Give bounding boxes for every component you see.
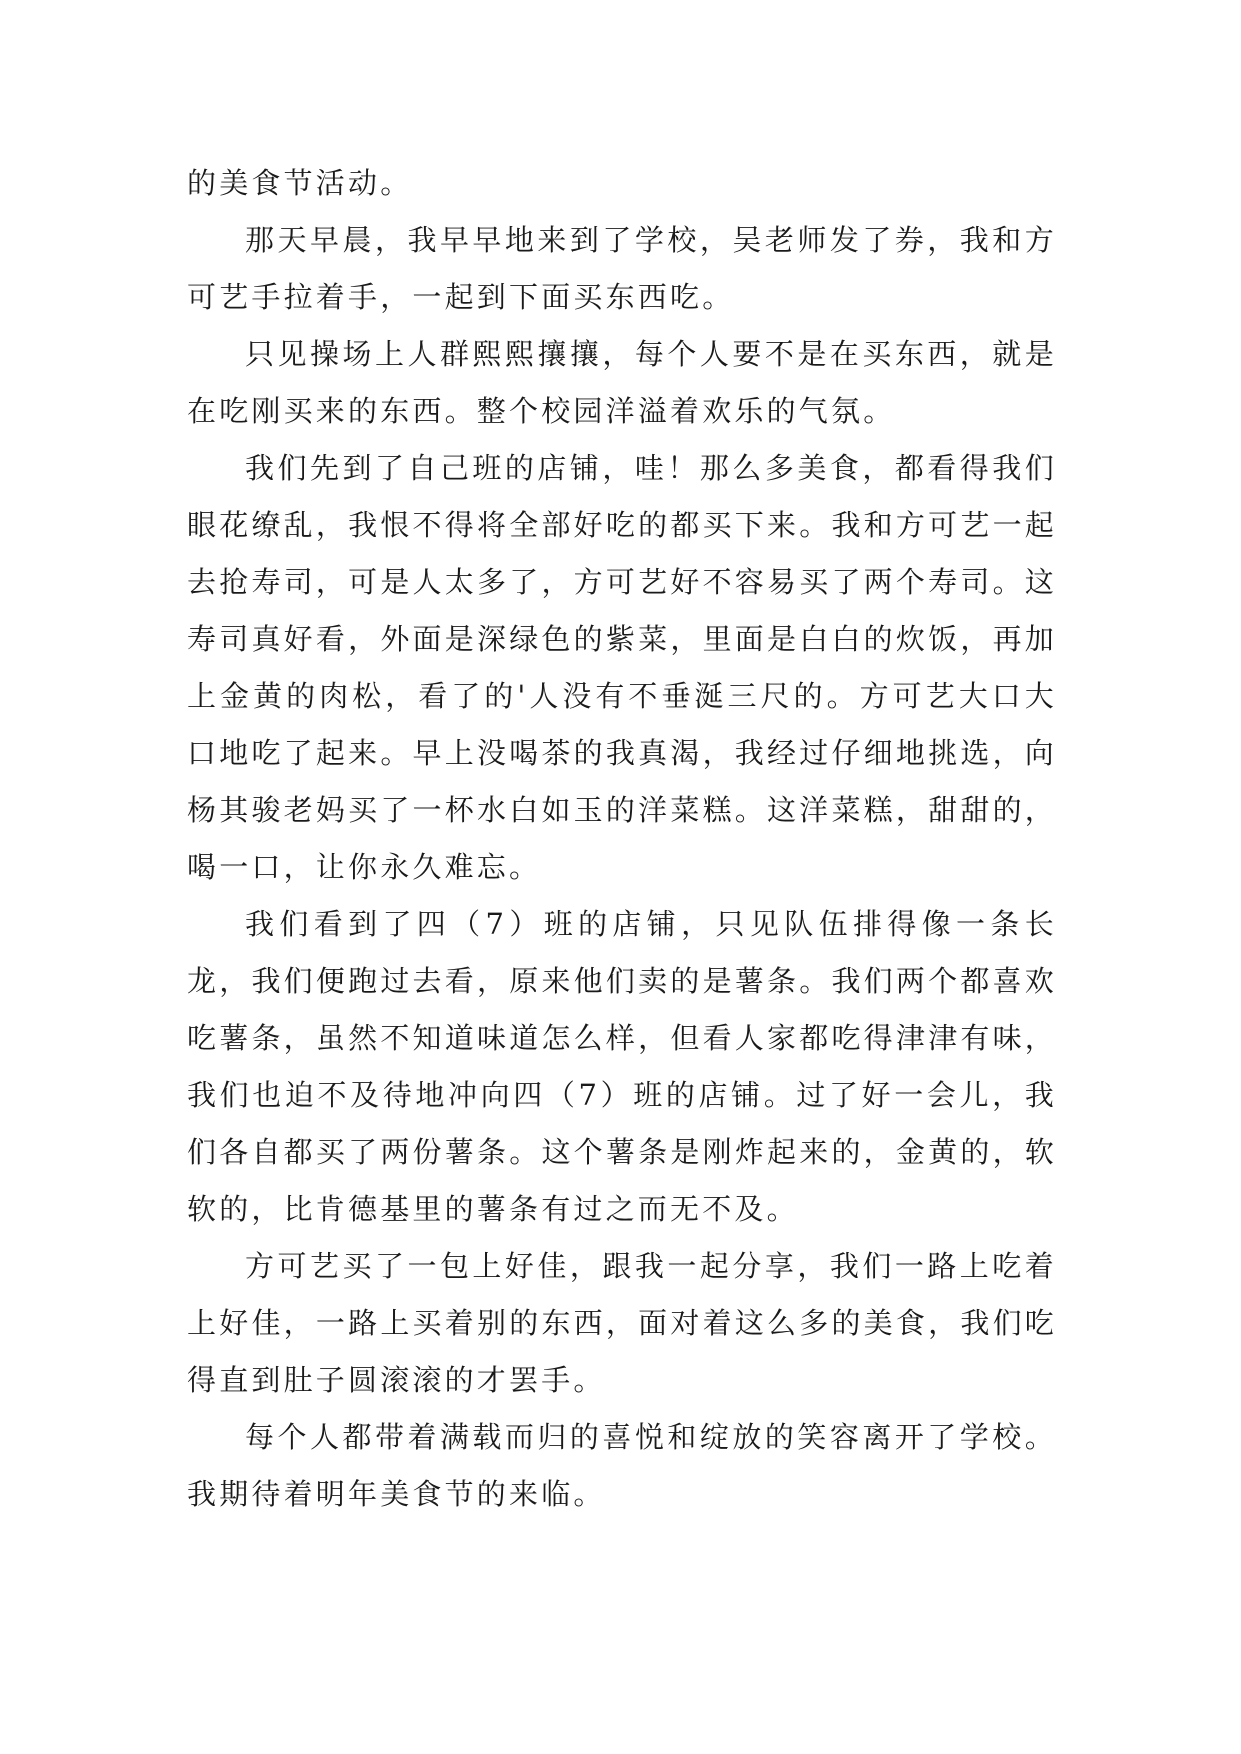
- paragraph: 方可艺买了一包上好佳，跟我一起分享，我们一路上吃着上好佳，一路上买着别的东西，面对着这么多的美食，我们吃得直到肚子圆滚滚的才罢手。: [187, 1249, 1057, 1397]
- paragraph: 那天早晨，我早早地来到了学校，吴老师发了券，我和方可艺手拉着手，一起到下面买东西吃。: [187, 223, 1057, 314]
- paragraph: 每个人都带着满载而归的喜悦和绽放的笑容离开了学校。我期待着明年美食节的来临。: [187, 1420, 1057, 1511]
- paragraph: 只见操场上人群熙熙攘攘，每个人要不是在买东西，就是在吃刚买来的东西。整个校园洋溢着欢乐的气氛。: [187, 337, 1057, 428]
- paragraph-continued: 的美食节活动。: [187, 166, 413, 200]
- paragraph: 我们看到了四（7）班的店铺，只见队伍排得像一条长龙，我们便跑过去看，原来他们卖的是薯条。我们两个都喜欢吃薯条，虽然不知道味道怎么样，但看人家都吃得津津有味，我们也迫不及待地冲向四（7）班的店铺。过了好一会儿，我们各自都买了两份薯条。这个薯条是刚炸起来的，金黄的，软软的，比肯德基里的薯条有过之而无不及。: [187, 907, 1057, 1226]
- document-body: [187, 155, 1057, 1523]
- paragraph: 我们先到了自己班的店铺，哇！那么多美食，都看得我们眼花缭乱，我恨不得将全部好吃的都买下来。我和方可艺一起去抢寿司，可是人太多了，方可艺好不容易买了两个寿司。这寿司真好看，外面是深绿色的紫菜，里面是白白的炊饭，再加上金黄的肉松，看了的'人没有不垂涎三尺的。方可艺大口大口地吃了起来。早上没喝茶的我真渴，我经过仔细地挑选，向杨其骏老妈买了一杯水白如玉的洋菜糕。这洋菜糕，甜甜的，喝一口，让你永久难忘。: [187, 451, 1057, 884]
